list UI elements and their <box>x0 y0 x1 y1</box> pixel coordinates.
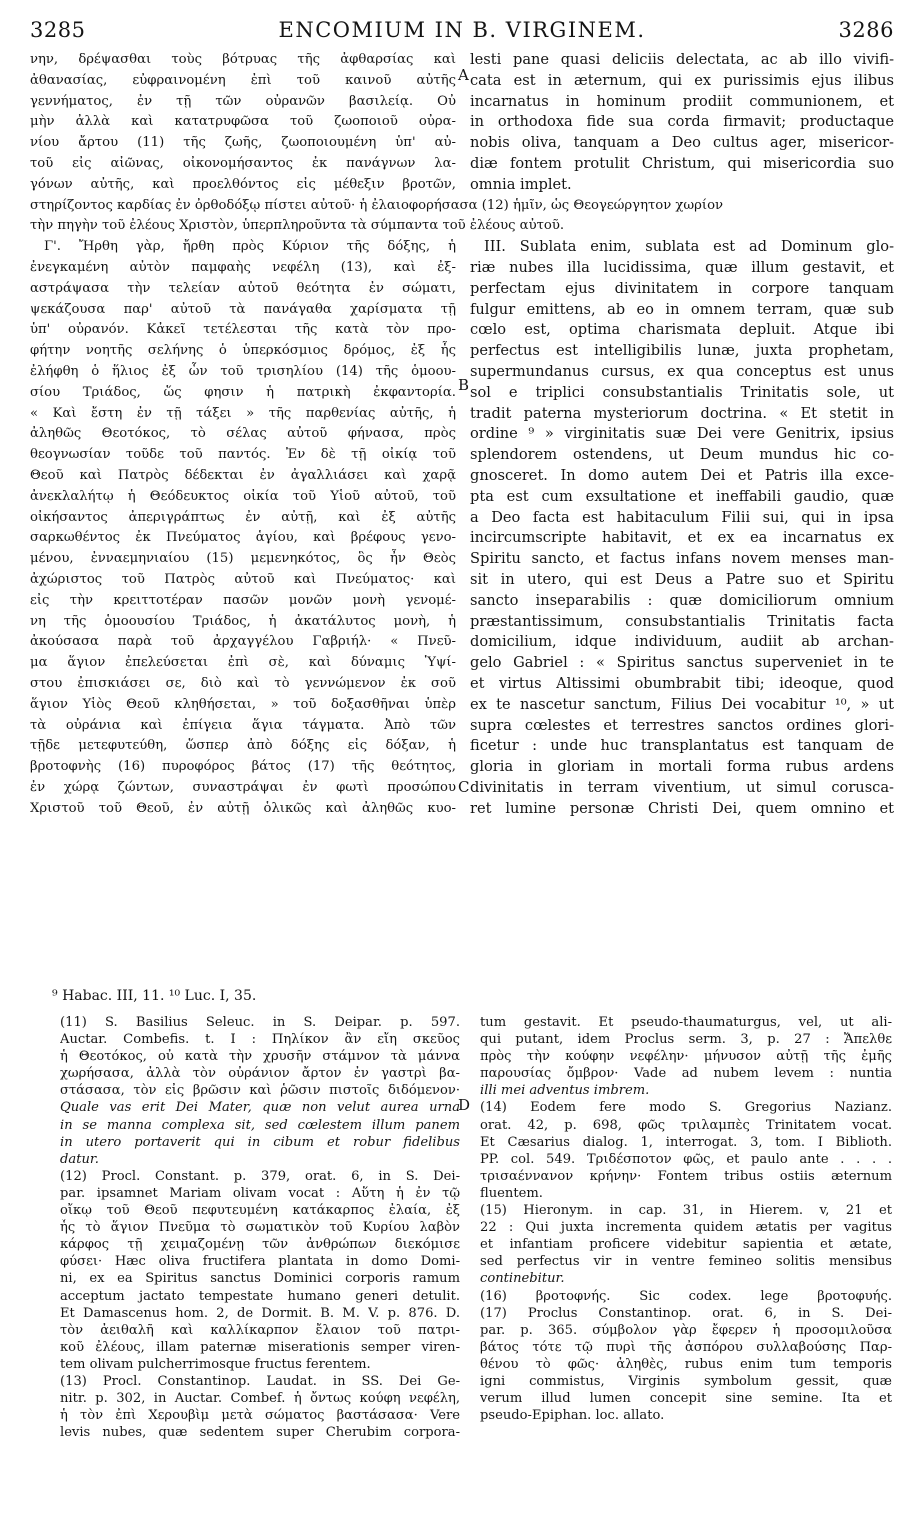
notes-left-column <box>60 1014 460 1441</box>
latin-text-line: ret lumine personæ Christi Dei, quem omnino et <box>470 799 894 817</box>
greek-text-line: φήτην νοητῆς σελήνης ὁ ὑπερκόσμιος δρόμος, ἐξ ἧς <box>30 343 456 359</box>
latin-text-line: domicilium, idque individuum, audiit ab archan- <box>470 633 894 651</box>
greek-text-line: μα ἅγιον ἐπελεύσεται ἐπὶ σὲ, καὶ δύναμις Ὑψί- <box>30 655 456 671</box>
note-line: κοῦ ἐλέους, illam paternæ miserationis semper viren- <box>60 1339 460 1355</box>
latin-text-line: riæ nubes illa lucidissima, quæ illum gestavit, et <box>470 258 894 276</box>
latin-text-line: Spiritu sancto, et factus infans novem menses man- <box>470 550 894 568</box>
note-line: qui putant, idem Proclus serm. 3, p. 27 : Ἄπελθε <box>480 1032 892 1048</box>
greek-text-line: αστράψασα τὴν τελείαν αὐτοῦ θεότητα ἐν σώματι, <box>30 280 456 296</box>
greek-text-line: Γ'. Ἤρθη γὰρ, ἤρθη πρὸς Κύριον τῆς δόξης, ἡ <box>44 239 456 255</box>
note-line: (16) βροτοφνής. Sic codex. lege βροτοφυής. <box>480 1288 892 1304</box>
latin-text-line: in orthodoxa fide sua corda firmavit; productaque <box>470 113 894 131</box>
note-line: fluentem. <box>480 1185 543 1201</box>
latin-text-line: præstantissimum, consubstantialis Trinitatis facta <box>470 612 894 630</box>
greek-text-line: σίου Τριάδος, ὥς φησιν ἡ πατρικὴ ἐκφαντορία. <box>30 384 456 400</box>
latin-text-line: nobis oliva, tanquam a Deo cultus ager, misericor- <box>470 134 894 152</box>
latin-text-line: sit in utero, qui est Deus a Patre suo et Spiritu <box>470 570 894 588</box>
greek-text-line: « Καὶ ἔστη ἐν τῇ τάξει » τῆς παρθενίας αὐτῆς, ἡ <box>30 405 456 421</box>
note-line: (12) Procl. Constant. p. 379, orat. 6, in S. Dei- <box>60 1168 460 1184</box>
greek-text-line: ἀνεκλαλήτῳ ἡ Θεόδευκτος οἰκία τοῦ Υἱοῦ αὐτοῦ, τοῦ <box>30 488 456 504</box>
note-line: στάσασα, τὸν εἰς βρῶσιν καὶ ῥῶσιν πιστοῖς διδόμενον· <box>60 1083 460 1099</box>
latin-text-line: fulgur emittens, ab eo in omnem terram, quæ sub <box>470 300 894 318</box>
greek-text-line: γεννήματος, ἐν τῇ τῶν οὐρανῶν βασιλείᾳ. Οὐ <box>30 93 456 109</box>
greek-text-line: νίου ἄρτου (11) τῆς ζωῆς, ζωοποιουμένη ὑπ' αὐ- <box>30 135 456 151</box>
note-line: φύσει· Hæc oliva fructifera plantata in domo Domi- <box>60 1254 460 1270</box>
note-line: ἧς τὸ ἅγιον Πνεῦμα τὸ σωματικὸν τοῦ Κυρίου λαβὸν <box>60 1220 460 1236</box>
note-line: οἴκῳ τοῦ Θεοῦ πεφυτευμένη κατάκαρπος ἐλαία, ἐξ <box>60 1203 460 1219</box>
latin-text-line: pta est cum exsultatione et ineffabili gaudio, quæ <box>470 487 894 505</box>
note-line: PP. col. 549. Τριδέσποτον φῶς, et paulo ante . . . . <box>480 1151 892 1167</box>
note-line: igni commistus, Virginis symbolum gessit, quæ <box>480 1373 892 1389</box>
greek-text-line: τοῦ εἰς αἰῶνας, οἰκονομήσαντος ἐκ πανάγνων λα- <box>30 155 456 171</box>
latin-text-line: a Deo facta est habitaculum Filii sui, qui in ipsa <box>470 508 894 526</box>
latin-text-line: ficetur : unde huc transplantatus est tanquam de <box>470 737 894 755</box>
latin-text-column <box>470 50 894 819</box>
greek-text-line: ὑπ' οὐρανόν. Κἀκεῖ τετέλεσται τῆς κατὰ τὸν προ- <box>30 322 456 338</box>
latin-text-line: splendorem ostendens, ut Deum mundus hic co- <box>470 446 894 464</box>
note-line: ἡ τὸν ἐπὶ Χερουβὶμ μετὰ σώματος βαστάσασα· Vere <box>60 1408 460 1424</box>
note-line: (13) Procl. Constantinop. Laudat. in SS. Dei Ge- <box>60 1373 460 1389</box>
latin-text-line: et virtus Altissimi obumbrabit tibi; ideoque, quod <box>470 674 894 692</box>
note-line: τὸν ἀειθαλῆ καὶ καλλίκαρπον ἔλαιον τοῦ πατρι- <box>60 1322 460 1338</box>
latin-text-line: ordine ⁹ » virginitatis suæ Dei vere Genitrix, ipsius <box>470 425 894 443</box>
greek-text-line: τὴν πηγὴν τοῦ ἐλέους Χριστὸν, ὑπερπληροῦντα τὰ σύμπαντα τοῦ ἐλέους αὐτοῦ. <box>30 218 565 234</box>
greek-text-line: σαρκωθέντος ἐκ Πνεύματος ἁγίου, καὶ βρέφους γενο- <box>30 530 456 546</box>
section-marker-d: D <box>458 1096 471 1114</box>
greek-text-line: οἰκήσαντος ἀπεριγράπτως ἐν αὐτῇ, καὶ ἐξ αὐτῆς <box>30 509 456 525</box>
footnote-references: ⁹ Habac. III, 11. ¹⁰ Luc. I, 35. <box>52 988 257 1004</box>
note-line: χωρήσασα, ἀλλὰ τὸν οὐράνιον ἄρτον ἐν γαστρὶ βα- <box>60 1066 460 1082</box>
note-line: et infantiam proficere videbitur sapientia et ætate, <box>480 1237 892 1253</box>
latin-text-line: perfectam ejus divinitatem in corpore tanquam <box>470 279 894 297</box>
note-line: orat. 42, p. 698, φῶς τριλαμπὲς Trinitatem vocat. <box>480 1117 892 1133</box>
note-line: illi mei adventus imbrem. <box>480 1083 650 1099</box>
note-line: Quale vas erit Dei Mater, quæ non velut aurea urna <box>60 1100 460 1116</box>
latin-text-line: diæ fontem protulit Christum, qui misericordia suo <box>470 154 894 172</box>
note-line: Et Cæsarius dialog. 1, interrogat. 3, tom. I Biblioth. <box>480 1134 892 1150</box>
latin-text-line: incircumscripte habitavit, et ex ea incarnatus ex <box>470 529 894 547</box>
note-line: datur. <box>60 1151 99 1167</box>
note-line: θένου τὸ φῶς· ἀληθὲς, rubus enim tum temporis <box>480 1356 892 1372</box>
greek-text-line: ἀθανασίας, εὐφραινομένη ἐπὶ τοῦ καινοῦ αὐτῆς <box>30 72 456 88</box>
latin-text-line: III. Sublata enim, sublata est ad Dominum glo- <box>484 238 894 256</box>
section-marker-a: A <box>458 66 469 84</box>
greek-text-line: στου ἐπισκιάσει σε, διὸ καὶ τὸ γεννώμενον ἐκ σοῦ <box>30 675 456 691</box>
greek-text-line: ἐνεγκαμένη αὐτὸν παμφαὴς νεφέλη (13), καὶ ἐξ- <box>30 259 456 275</box>
section-marker-c: C <box>458 778 470 796</box>
greek-text-line: ἀχώριστος τοῦ Πατρὸς αὐτοῦ καὶ Πνεύματος· καὶ <box>30 571 456 587</box>
note-line: continebitur. <box>480 1271 565 1287</box>
left-page-number: 3285 <box>30 18 86 42</box>
latin-text-line: omnia implet. <box>470 175 572 193</box>
page-header <box>30 14 894 48</box>
note-line: (17) Proclus Constantinop. orat. 6, in S. Dei- <box>480 1305 892 1321</box>
note-line: ni, ex ea Spiritus sanctus Dominici corporis ramum <box>60 1271 460 1287</box>
greek-text-line: ἐν χώρᾳ ζώντων, συναστράψαι ἐν φωτὶ προσώπου <box>30 779 456 795</box>
note-line: (14) Eodem fere modo S. Gregorius Nazianz. <box>480 1100 892 1116</box>
greek-text-line: μὴν ἀλλὰ καὶ κατατρυφῶσα τοῦ ζωοποιοῦ οὐρα- <box>30 114 456 130</box>
greek-text-line: νη τῆς ὁμοουσίου Τριάδος, ἡ ἀκατάλυτος μονὴ, ἡ <box>30 613 456 629</box>
latin-text-line: incarnatus in hominum prodiit communionem, et <box>470 92 894 110</box>
greek-text-line: Χριστοῦ τοῦ Θεοῦ, ἐν αὐτῇ ὁλικῶς καὶ ἀληθῶς κυο- <box>30 800 456 816</box>
note-line: ἡ Θεοτόκος, οὐ κατὰ τὴν χρυσῆν στάμνον τὰ μάννα <box>60 1049 460 1065</box>
latin-text-line: gelo Gabriel : « Spiritus sanctus superveniet in te <box>470 654 894 672</box>
greek-text-line: νην, δρέψασθαι τοὺς βότρυας τῆς ἀφθαρσίας καὶ <box>30 52 456 67</box>
latin-text-line: supra cœlestes et terrestres sanctos ordines glori- <box>470 716 894 734</box>
note-line: in utero portaverit qui in cibum et robur fidelibus <box>60 1134 460 1150</box>
latin-text-line: gloria in gloriam in mortali forma rubus ardens <box>470 758 894 776</box>
greek-text-line: ἀληθῶς Θεοτόκος, τὸ σέλας αὐτοῦ φήνασα, πρὸς <box>30 426 456 442</box>
note-line: par. ipsamnet Mariam olivam vocat : Αὕτη ἡ ἐν τῷ <box>60 1185 460 1201</box>
note-line: acceptum jactato tempestate humano generi detulit. <box>60 1288 460 1304</box>
latin-text-line: lesti pane quasi deliciis delectata, ac ab illo vivifi- <box>470 51 894 68</box>
note-line: κάρφος τῇ χειμαζομένῃ τῶν ἀνθρώπων διεκόμισε <box>60 1237 460 1253</box>
latin-text-line: sancto inseparabilis : quæ domiciliorum omnium <box>470 591 894 609</box>
latin-text-line: supermundanus cursus, ex qua conceptus est unus <box>470 362 894 380</box>
latin-text-line: cœlo est, optima charismata depluit. Atque ibi <box>470 321 894 339</box>
note-line: (11) S. Basilius Seleuc. in S. Deipar. p. 597. <box>60 1015 460 1030</box>
greek-text-line: τὰ οὐράνια καὶ ἐπίγεια ἅγια τάγματα. Ἀπὸ τῶν <box>30 717 456 733</box>
greek-text-line: τῇδε μετεφυτεύθη, ὥσπερ ἀπὸ δόξης εἰς δόξαν, ἡ <box>30 738 456 754</box>
greek-text-line: ἅγιον Υἱὸς Θεοῦ κληθήσεται, » τοῦ δοξασθῆναι ὑπὲρ <box>30 696 456 712</box>
note-line: τρισαέννανον κρήνην· Fontem tribus ostiis æternum <box>480 1168 892 1184</box>
note-line: πρὸς τὴν κούφην νεφέλην· μήνυσον αὐτῇ τῆς ἐμῆς <box>480 1049 892 1065</box>
note-line: Et Damascenus hom. 2, de Dormit. B. M. V. p. 876. D. <box>60 1305 460 1321</box>
note-line: παρουσίας ὄμβρον· Vade ad nubem levem : nuntia <box>480 1066 892 1082</box>
greek-text-line: στηρίζοντος καρδίας ἐν ὀρθοδόξῳ πίστει αὐτοῦ· ἡ ἐλαιοφορήσασα (12) ἡμῖν, ὡς Θεογεώργητον χωρίον <box>30 197 724 213</box>
note-line: Auctar. Combefis. t. I : Πηλίκον ἂν εἴη σκεῦος <box>60 1032 460 1048</box>
right-page-number: 3286 <box>838 18 894 42</box>
note-line: tum gestavit. Et pseudo-thaumaturgus, vel, ut ali- <box>480 1015 892 1030</box>
note-line: par. p. 365. σύμβολον γὰρ ἔφερεν ἡ προσομιλοῦσα <box>480 1322 892 1338</box>
greek-text-line: ἀκούσασα παρὰ τοῦ ἀρχαγγέλου Γαβριήλ· « Πνεῦ- <box>30 634 456 650</box>
section-marker-b: B <box>458 376 470 394</box>
latin-text-line: sol e triplici consubstantialis Trinitatis sole, ut <box>470 383 894 401</box>
note-line: pseudo-Epiphan. loc. allato. <box>480 1408 665 1424</box>
notes-right-column <box>480 1014 892 1424</box>
note-line: sed perfectus vir in ventre femineo solitis mensibus <box>480 1254 892 1270</box>
greek-text-line: ψεκάζουσα παρ' αὐτοῦ τὰ πανάγαθα χαρίσματα τῇ <box>30 301 456 317</box>
greek-text-line: μένου, ἐνναεμηνιαίου (15) μεμενηκότος, ὃς ἦν Θεὸς <box>30 551 456 567</box>
running-title: ENCOMIUM IN B. VIRGINEM. <box>278 18 646 42</box>
latin-text-line: divinitatis in terram viventium, ut simul corusca- <box>470 778 894 796</box>
greek-text-line: ἐλήφθη ὁ ἥλιος ἐξ ὧν τοῦ τρισηλίου (14) τῆς ὁμοου- <box>30 363 456 379</box>
greek-text-line: βροτοφνὴς (16) πυροφόρος βάτος (17) τῆς θεότητος, <box>30 759 456 775</box>
note-line: verum illud lumen concepit sine semine. Ita et <box>480 1391 892 1407</box>
note-line: βάτος τότε τῷ πυρὶ τῆς ἀσπόρου συλλαβούσης Παρ- <box>480 1339 892 1355</box>
note-line: 22 : Qui juxta incrementa quidem ætatis per vagitus <box>480 1220 892 1236</box>
latin-text-line: perfectus est intelligibilis lunæ, juxta prophetam, <box>470 342 894 360</box>
latin-text-line: cata est in æternum, qui ex purissimis ejus ilibus <box>470 71 894 89</box>
latin-text-line: gnosceret. In domo autem Dei et Patris illa exce- <box>470 466 894 484</box>
greek-text-line: θεογνωσίαν τοῦδε τοῦ παντός. Ἐν δὲ τῇ οἰκίᾳ τοῦ <box>30 447 456 463</box>
note-line: in se manna complexa sit, sed cœlestem illum panem <box>60 1117 460 1133</box>
greek-text-line: γόνων αὐτῆς, καὶ προελθόντος εἰς μέθεξιν βροτῶν, <box>30 176 456 192</box>
note-line: tem olivam pulcherrimosque fructus ferentem. <box>60 1356 371 1372</box>
greek-text-line: Θεοῦ καὶ Πατρὸς δέδεκται ἐν ἀγαλλιάσει καὶ χαρᾷ <box>30 467 456 483</box>
latin-text-line: tradit paterna mysteriorum doctrina. « Et stetit in <box>470 404 894 422</box>
note-line: levis nubes, quæ sedentem super Cherubim corpora- <box>60 1425 460 1441</box>
note-line: (15) Hieronym. in cap. 31, in Hierem. v, 21 et <box>480 1203 892 1219</box>
greek-text-line: εἰς τὴν κρειττοτέραν πασῶν μονῶν μονὴ γενομέ- <box>30 592 456 608</box>
latin-text-line: ex te nascetur sanctum, Filius Dei vocabitur ¹⁰, » ut <box>470 695 894 713</box>
note-line: nitr. p. 302, in Auctar. Combef. ἡ ὄντως κούφη νεφέλη, <box>60 1391 460 1407</box>
